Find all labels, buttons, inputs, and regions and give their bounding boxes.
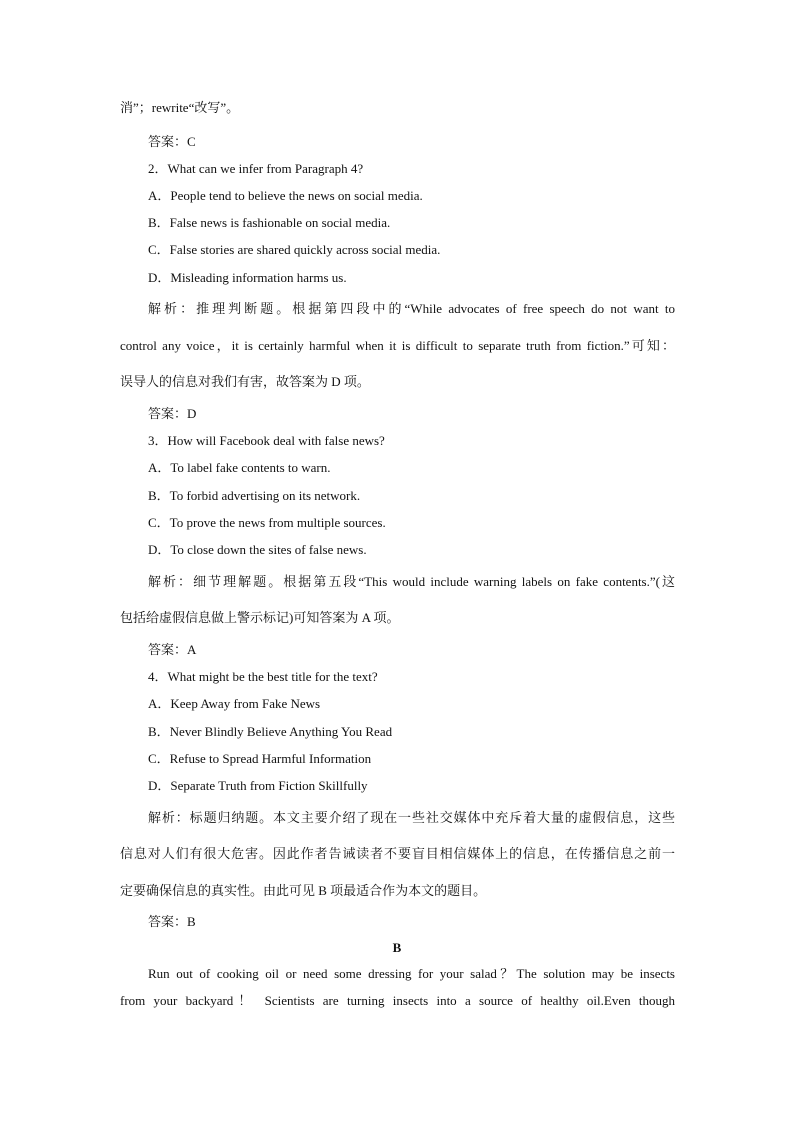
- question-3: 3．How will Facebook deal with false news?: [148, 433, 385, 448]
- answer-line: 答案：D: [148, 406, 197, 421]
- option-b: B．Never Blindly Believe Anything You Read: [148, 724, 393, 739]
- option-c: C．To prove the news from multiple sources.: [148, 515, 386, 530]
- option-d: D．To close down the sites of false news.: [148, 542, 367, 557]
- analysis-line: 误导人的信息对我们有害，故答案为 D 项。: [120, 374, 370, 389]
- analysis-line: control any voice，it is certainly harmful when it is difficult to separate truth from fiction.”可知：: [120, 338, 675, 353]
- option-c: C．Refuse to Spread Harmful Information: [148, 751, 372, 766]
- option-d: D．Separate Truth from Fiction Skillfully: [148, 778, 368, 793]
- section-heading: B: [392, 940, 402, 955]
- passage-line: from your backyard！ Scientists are turning insects into a source of healthy oil.Even though: [120, 993, 675, 1008]
- analysis-line: 定要确保信息的真实性。由此可见 B 项最适合作为本文的题目。: [120, 883, 487, 898]
- answer-line: 答案：A: [148, 642, 197, 657]
- analysis-line: 解析：细节理解题。根据第五段“This would include warning labels on fake contents.”(这: [148, 574, 675, 589]
- option-a: A．People tend to believe the news on social media.: [148, 188, 423, 203]
- answer-line: 答案：B: [148, 914, 196, 929]
- option-b: B．False news is fashionable on social media.: [148, 215, 391, 230]
- option-a: A．To label fake contents to warn.: [148, 460, 331, 475]
- passage-line: Run out of cooking oil or need some dressing for your salad？The solution may be insects: [148, 966, 675, 981]
- answer-line: 答案：C: [148, 134, 196, 149]
- option-b: B．To forbid advertising on its network.: [148, 488, 361, 503]
- analysis-line: 信息对人们有很大危害。因此作者告诫读者不要盲目相信媒体上的信息，在传播信息之前一: [120, 846, 675, 861]
- option-c: C．False stories are shared quickly across social media.: [148, 242, 441, 257]
- question-2: 2．What can we infer from Paragraph 4?: [148, 161, 364, 176]
- option-d: D．Misleading information harms us.: [148, 270, 347, 285]
- option-a: A．Keep Away from Fake News: [148, 696, 321, 711]
- analysis-line: 解析：标题归纳题。本文主要介绍了现在一些社交媒体中充斥着大量的虚假信息，这些: [148, 810, 675, 825]
- analysis-line: 解析：推理判断题。根据第四段中的“While advocates of free speech do not want to: [148, 301, 675, 316]
- analysis-line: 包括给虚假信息做上警示标记)可知答案为 A 项。: [120, 610, 400, 625]
- text-line: 消”；rewrite“改写”。: [120, 100, 240, 115]
- question-4: 4．What might be the best title for the text?: [148, 669, 378, 684]
